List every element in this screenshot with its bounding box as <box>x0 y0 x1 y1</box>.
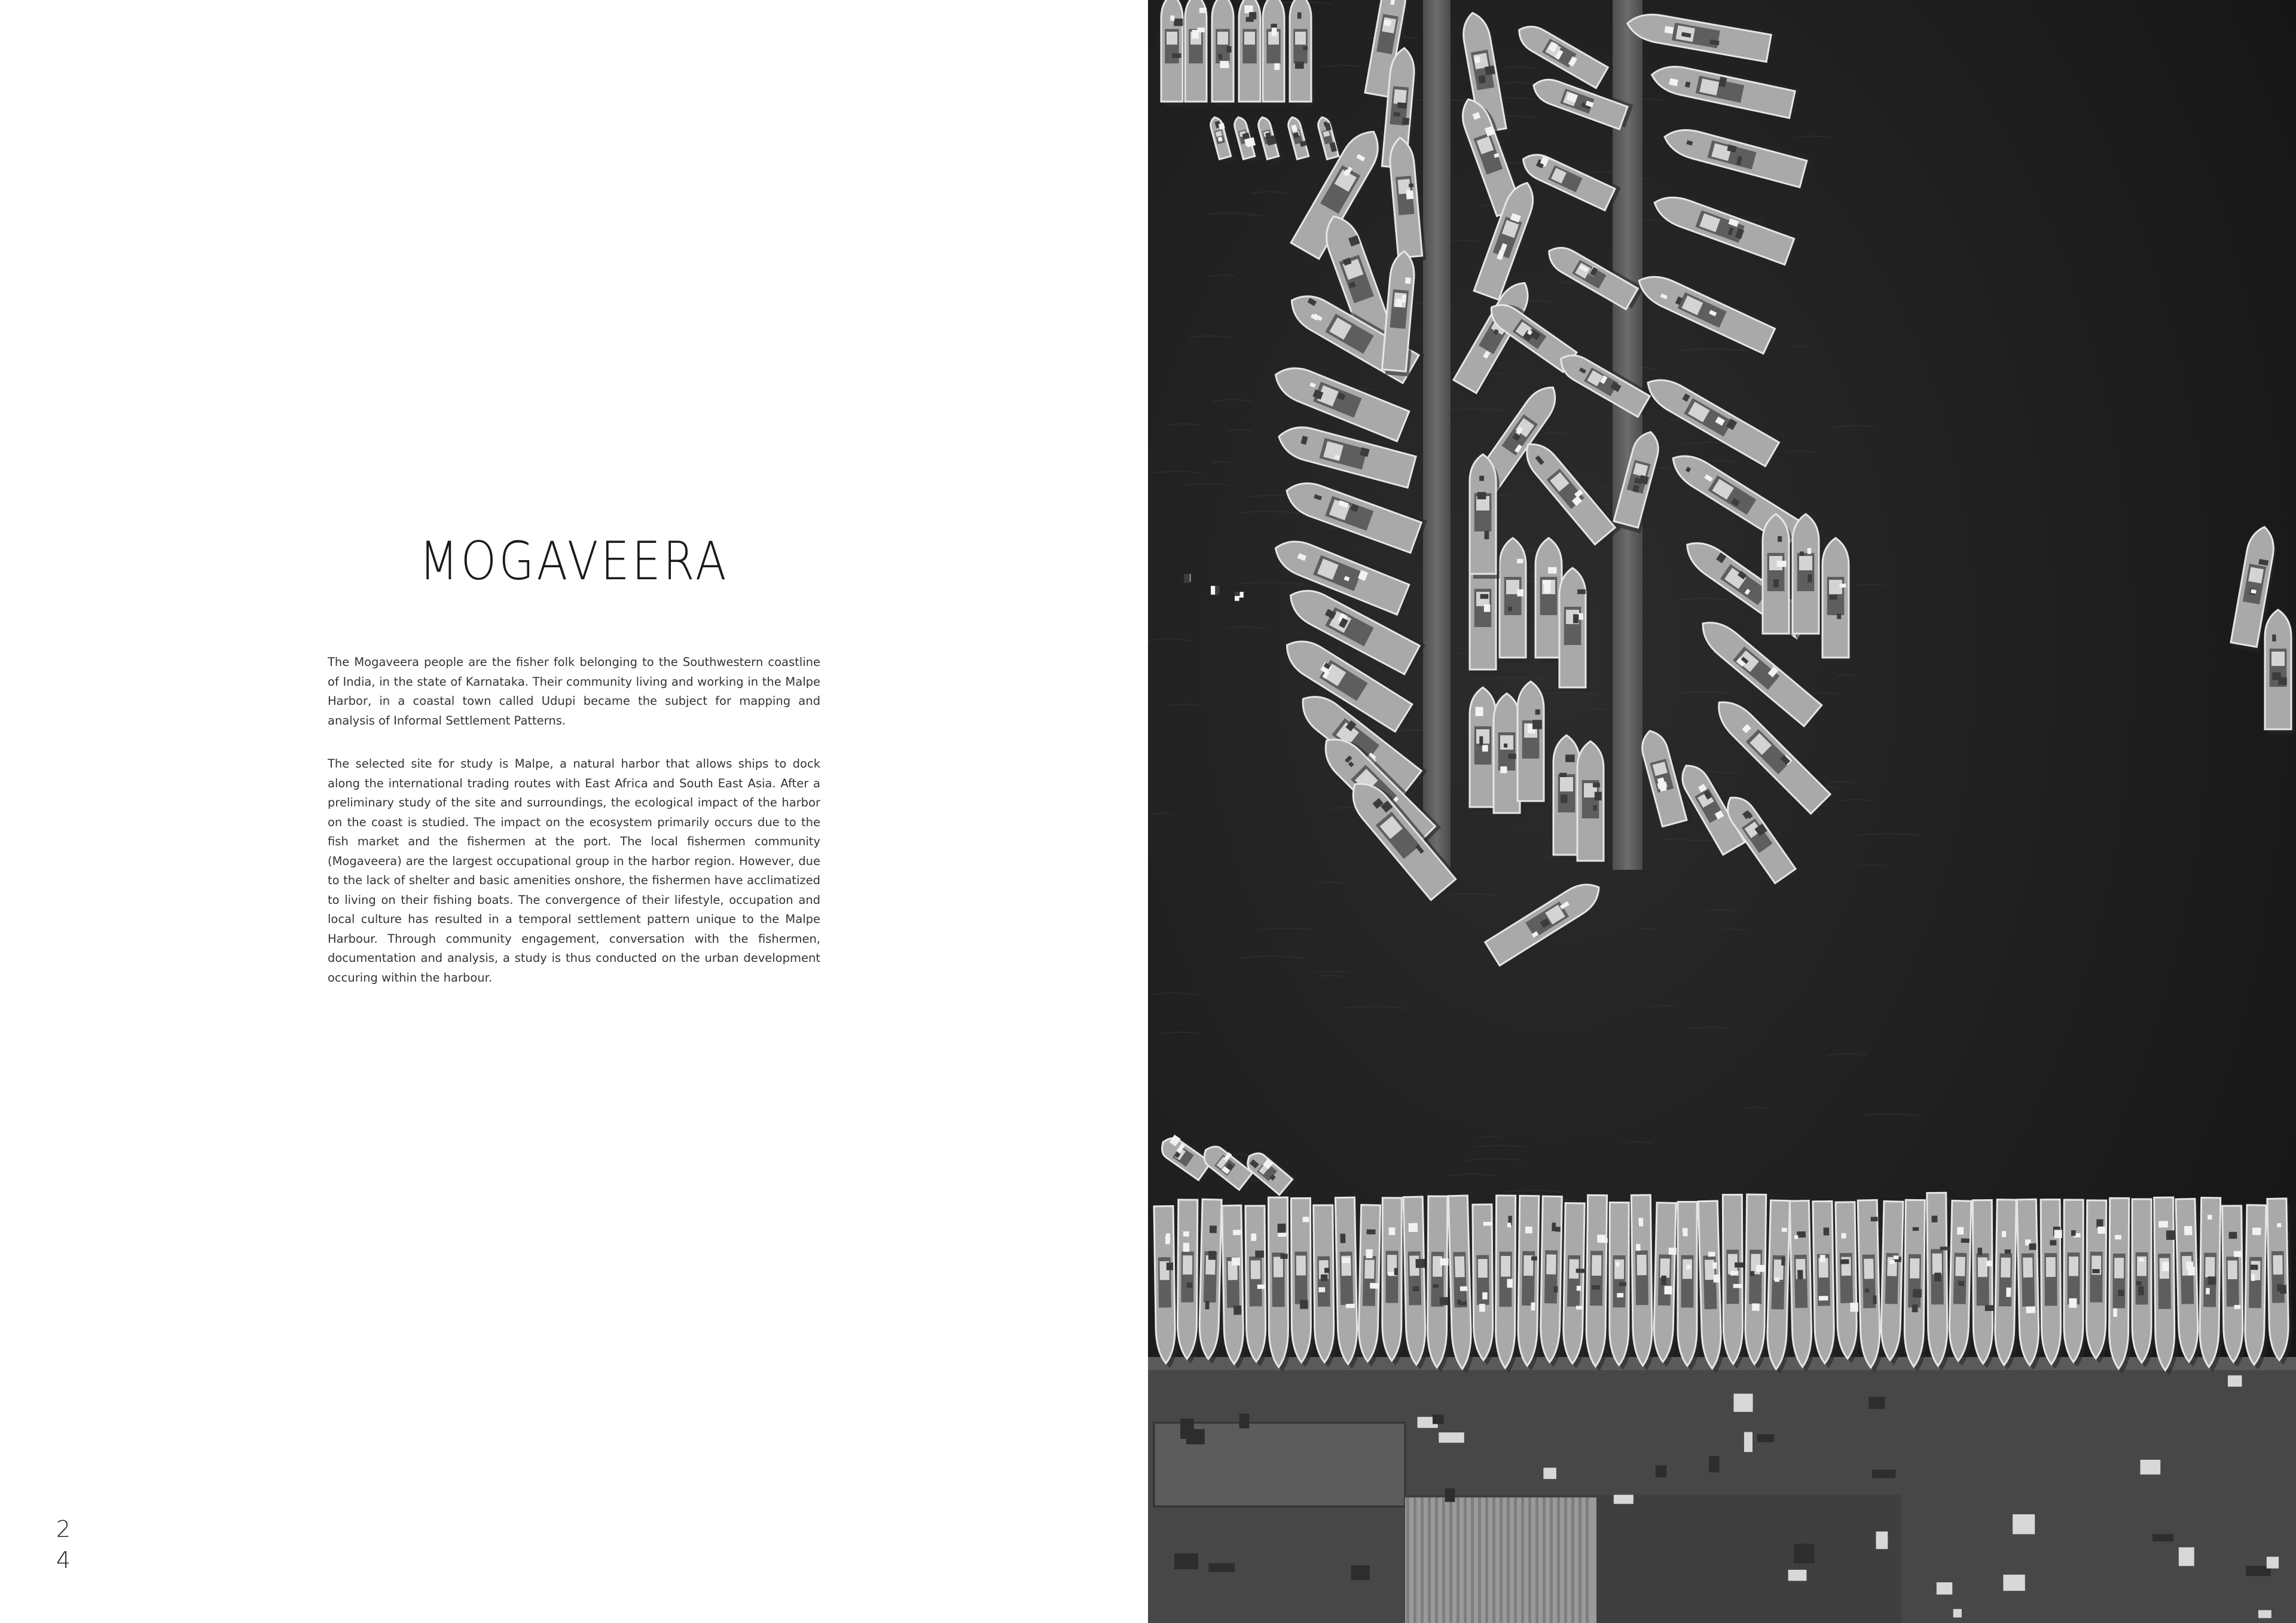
yard-object <box>1757 1434 1774 1442</box>
yard-object <box>2152 1534 2173 1541</box>
yard-object <box>1872 1470 1895 1478</box>
roof-stripe <box>1550 1497 1553 1623</box>
yard-object <box>1439 1432 1464 1442</box>
roof-stripe <box>1564 1497 1567 1623</box>
fishing-boat <box>1610 1203 1633 1370</box>
roof-stripe <box>1557 1497 1560 1623</box>
fishing-boat <box>2222 1206 2247 1367</box>
fishing-boat <box>1335 1197 1361 1369</box>
fishing-boat <box>1518 681 1547 806</box>
yard-object <box>1174 1554 1198 1569</box>
page-number-digit-1: 2 <box>56 1516 71 1542</box>
roof-stripe <box>1435 1497 1438 1623</box>
fishing-boat <box>1836 1202 1861 1364</box>
roof-stripe <box>1457 1497 1460 1623</box>
fishing-boat <box>1904 1200 1929 1371</box>
fishing-boat <box>1927 1193 1952 1371</box>
fishing-boat <box>1161 0 1186 106</box>
yard-object <box>1709 1456 1719 1472</box>
fishing-boat <box>1154 1206 1179 1368</box>
fishing-boat <box>1559 568 1589 692</box>
page-number <box>54 1514 72 1576</box>
roof-stripe <box>1478 1497 1481 1623</box>
fishing-boat <box>1822 538 1852 662</box>
fishing-boat <box>1678 1202 1700 1371</box>
yard-object <box>1876 1532 1888 1549</box>
paragraph-intro: The Mogaveera people are the fisher folk belonging to the Southwestern coastline of India, in the state of Karnataka. Their community living and working in the Malpe Harbor, in a coastal town called Udupi became the subject for mapping and analysis of Informal Settlement Patterns. <box>328 655 820 728</box>
yard-object <box>2013 1514 2035 1534</box>
yard-object <box>2140 1460 2160 1475</box>
fishing-boat <box>1222 1205 1247 1369</box>
yard-object <box>1656 1465 1666 1477</box>
fishing-boat <box>1813 1201 1838 1368</box>
roof-stripe <box>1543 1497 1546 1623</box>
yard-object <box>1614 1495 1634 1504</box>
fishing-boat <box>1500 538 1529 662</box>
jetty-left <box>1423 0 1451 882</box>
yard-object <box>1239 1414 1250 1429</box>
roof-stripe <box>1406 1497 1409 1623</box>
fishing-boat <box>1653 1203 1680 1367</box>
roof-stripe <box>1485 1497 1488 1623</box>
fishing-boat <box>1763 514 1793 638</box>
roof-stripe <box>1535 1497 1538 1623</box>
jetty-right <box>1613 0 1642 870</box>
fishing-boat <box>2265 610 2295 734</box>
roof-stripe <box>1507 1497 1510 1623</box>
yard-object <box>2179 1547 2194 1566</box>
yard-object <box>1788 1570 1807 1581</box>
roof-stripe <box>1449 1497 1452 1623</box>
yard-object <box>1543 1468 1556 1479</box>
fishing-boat <box>1382 1198 1406 1366</box>
yard-object <box>1953 1609 1962 1618</box>
fishing-boat <box>2086 1200 2109 1364</box>
roof-stripe <box>1471 1497 1474 1623</box>
fishing-boat <box>1577 741 1607 866</box>
yard-object <box>1433 1415 1443 1425</box>
fishing-boat <box>1314 1205 1338 1367</box>
fishing-boat <box>1495 1196 1519 1373</box>
roof-stripe <box>1442 1497 1445 1623</box>
fishing-boat <box>1473 1205 1497 1365</box>
fishing-boat <box>2176 1199 2202 1367</box>
yard-object <box>2003 1575 2025 1591</box>
yard-object <box>2267 1557 2279 1569</box>
fishing-boat <box>1470 454 1500 579</box>
fishing-boat <box>2064 1200 2087 1367</box>
yard-object <box>1744 1432 1752 1452</box>
fishing-boat <box>1973 1200 1996 1369</box>
page-title: MOGAVEERA <box>419 530 729 592</box>
fishing-boat <box>2154 1197 2179 1375</box>
body-text <box>328 653 820 1011</box>
fishing-boat <box>1949 1201 1975 1367</box>
fishing-boat <box>2109 1198 2132 1373</box>
fishing-boat <box>1540 1196 1566 1367</box>
page-number-digit-2: 4 <box>56 1547 71 1573</box>
fishing-boat <box>1563 1203 1588 1368</box>
fishing-boat <box>1245 1206 1269 1367</box>
fishing-boat <box>2017 1199 2043 1370</box>
fishing-boat <box>1291 1198 1314 1367</box>
fishing-boat <box>1290 0 1315 106</box>
fishing-boat <box>1177 1200 1201 1364</box>
yard-object <box>1186 1429 1205 1444</box>
harbor-aerial-photo <box>1148 0 2296 1623</box>
fishing-boat <box>2132 1199 2155 1367</box>
fishing-boat <box>1858 1200 1884 1373</box>
fishing-boat <box>1263 0 1288 106</box>
fishing-boat <box>1790 1200 1815 1371</box>
fishing-boat <box>1995 1200 2020 1370</box>
yard-object <box>1868 1397 1885 1409</box>
fishing-boat <box>1586 1195 1610 1371</box>
fishing-boat <box>1185 0 1210 106</box>
roof-stripe <box>1464 1497 1467 1623</box>
fishing-boat <box>1793 514 1822 638</box>
roof-stripe <box>1492 1497 1495 1623</box>
fishing-boat <box>1358 1205 1384 1367</box>
fishing-boat <box>1199 1199 1225 1364</box>
roof-stripe <box>1500 1497 1503 1623</box>
fishing-boat <box>1880 1202 1907 1365</box>
fishing-boat <box>1212 0 1237 106</box>
yard-object <box>1937 1582 1952 1594</box>
roof-stripe <box>1578 1497 1581 1623</box>
roof-stripe <box>1413 1497 1416 1623</box>
fishing-boat <box>1745 1194 1770 1369</box>
yard-object <box>1445 1488 1455 1502</box>
yard-object <box>1733 1393 1752 1411</box>
yard-object <box>1794 1543 1815 1563</box>
fishing-boat <box>1268 1197 1292 1372</box>
roof-stripe <box>1514 1497 1517 1623</box>
fishing-boat <box>1403 1197 1430 1370</box>
fishing-boat <box>1518 1196 1543 1371</box>
roof-stripe <box>1421 1497 1424 1623</box>
fishing-boat <box>1184 574 1190 583</box>
roof-stripe <box>1428 1497 1431 1623</box>
fishing-boat <box>1211 586 1220 595</box>
yard-object <box>2228 1376 2242 1387</box>
roof-stripe <box>1571 1497 1574 1623</box>
roof-stripe <box>1521 1497 1524 1623</box>
fishing-boat <box>1723 1194 1746 1368</box>
fishing-boat <box>2245 1205 2270 1370</box>
roof-stripe <box>1586 1497 1589 1623</box>
fishing-boat <box>2199 1198 2224 1373</box>
fishing-boat <box>1427 1196 1451 1373</box>
fishing-boat <box>2267 1199 2292 1365</box>
fishing-boat <box>2041 1199 2065 1369</box>
fishing-boat <box>1631 1195 1656 1371</box>
fishing-boat <box>1239 0 1264 106</box>
yard-object <box>1208 1563 1235 1572</box>
yard-object <box>2258 1610 2271 1618</box>
paragraph-study: The selected site for study is Malpe, a natural harbor that allows ships to dock along the international trading routes with East Africa and South East Asia. After a preliminary study of the site and surroundings, the ecological impact of the harbor on the coast is studied. The impact on the ecosystem primarily occurs due to the fish market and the fishermen at the port. The local fishermen community (Mogaveera) are the largest occupational group in the harbor region. However, due to the lack of shelter and basic amenities onshore, the fishermen have acclimatized to living on their fishing boats. The convergence of their lifestyle, occupation and local culture has resulted in a temporal settlement pattern unique to the Malpe Harbour. Through community engagement, conversation with the fishermen, documentation and analysis, a study is thus conducted on the urban development occuring within the harbour. <box>328 757 820 985</box>
yard-object <box>1351 1565 1370 1580</box>
roof-stripe <box>1528 1497 1531 1623</box>
